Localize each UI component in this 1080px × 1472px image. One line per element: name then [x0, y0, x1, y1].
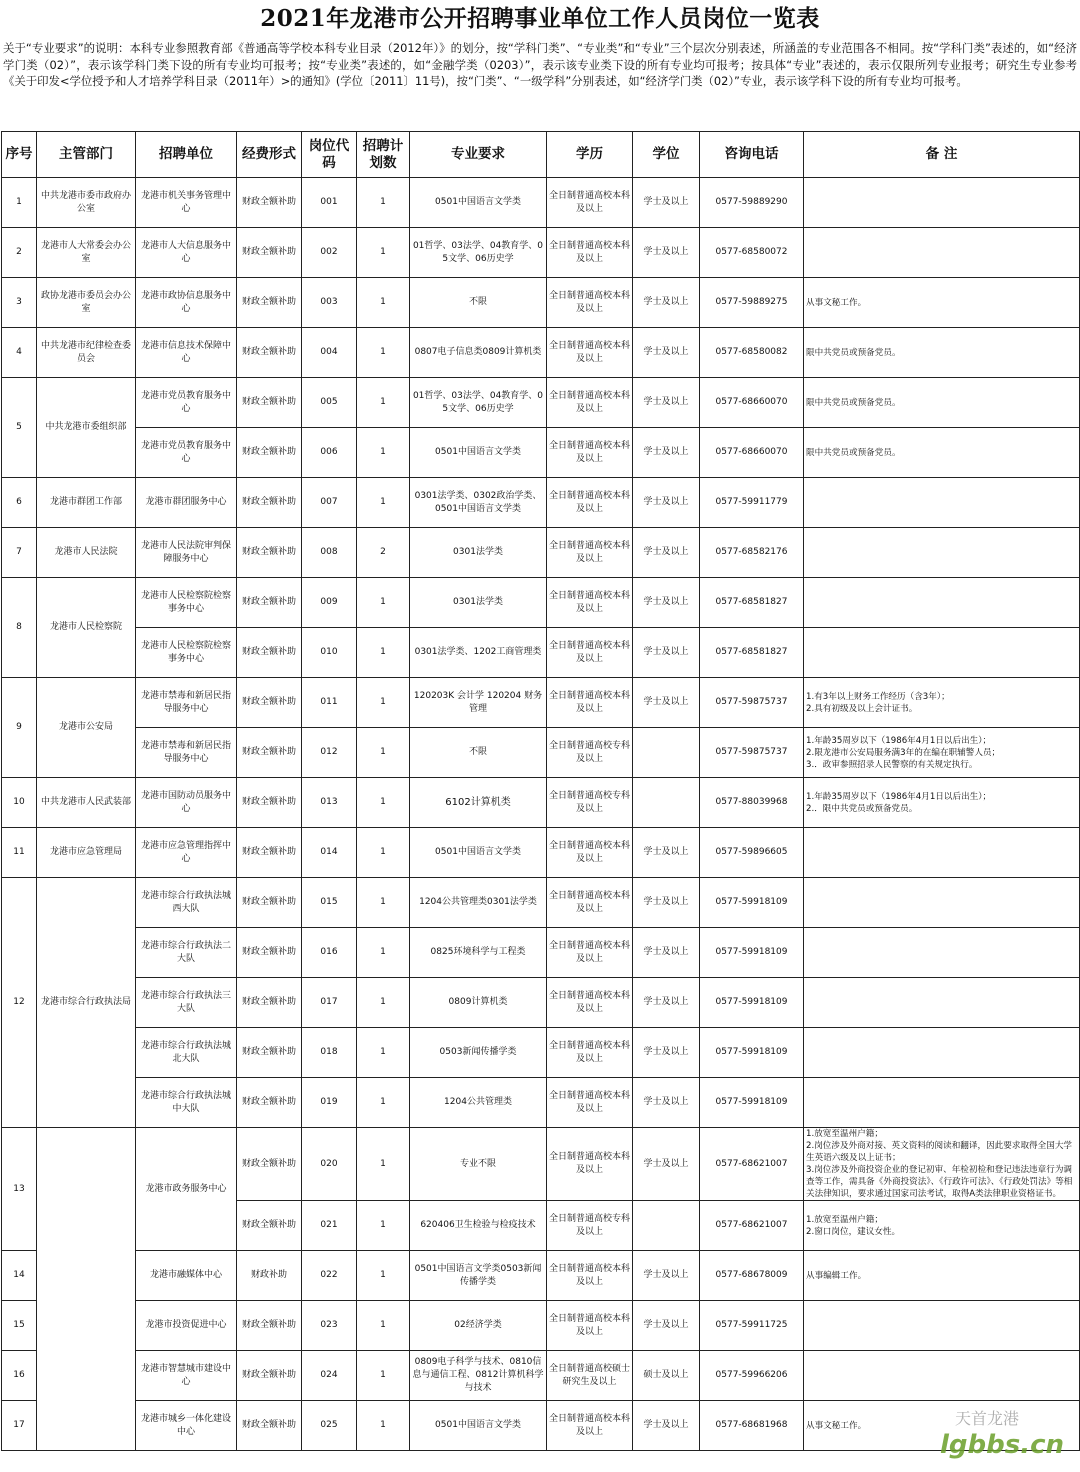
cell-edu: 全日制普通高校专科及以上	[547, 1201, 633, 1251]
major-requirement-note: 关于“专业要求”的说明：本科专业参照教育部《普通高等学校本科专业目录（2012年）》的划分，按“学科门类”、“专业类”和“专业”三个层次分别表述，所涵盖的专业范围各不相同。按“学科门类”表述的，如“经济学门类（02）”，表示该学科门类下设的所有专业均可报考；按“专业类”表述的，如“金融学类（0203）”，表示该专业类下设的所有专业均可报考；按具体“专业”表述的，表示仅限所列专业报考；研究生专业参考《关于印发<学位授予和人才培养学科目录（2011年）>的通知》(学位〔2011〕11号)，按“门类”、“一级学科”分别表述，如“经济学门类（02）”专业，表示该学科下设的所有专业均可报考。	[3, 41, 1077, 88]
cell-major: 1204公共管理类0301法学类	[410, 878, 547, 928]
cell-unit: 龙港市党员教育服务中心	[136, 428, 237, 478]
cell-remark	[804, 828, 1080, 878]
cell-unit: 龙港市综合行政执法二大队	[136, 928, 237, 978]
cell-seq: 9	[2, 678, 37, 778]
cell-plan: 1	[357, 878, 410, 928]
cell-major: 0301法学类、1202工商管理类	[410, 628, 547, 678]
cell-degree: 学士及以上	[633, 1401, 700, 1451]
cell-edu: 全日制普通高校本科及以上	[547, 178, 633, 228]
cell-fund: 财政全额补助	[237, 678, 302, 728]
cell-edu: 全日制普通高校专科及以上	[547, 728, 633, 778]
cell-remark	[804, 1028, 1080, 1078]
table-row	[2, 678, 1080, 728]
cell-unit: 龙港市政协信息服务中心	[136, 278, 237, 328]
cell-fund: 财政全额补助	[237, 778, 302, 828]
table-row	[2, 578, 1080, 628]
cell-remark	[804, 478, 1080, 528]
cell-remark: 限中共党员或预备党员。	[804, 328, 1080, 378]
cell-phone: 0577-59911779	[700, 478, 804, 528]
cell-fund: 财政全额补助	[237, 1351, 302, 1401]
cell-seq: 16	[2, 1351, 37, 1401]
cell-unit: 龙港市机关事务管理中心	[136, 178, 237, 228]
cell-degree	[633, 728, 700, 778]
cell-remark	[804, 628, 1080, 678]
cell-edu: 全日制普通高校本科及以上	[547, 528, 633, 578]
cell-code: 006	[302, 428, 357, 478]
cell-degree: 学士及以上	[633, 828, 700, 878]
cell-code: 020	[302, 1128, 357, 1201]
cell-code: 023	[302, 1301, 357, 1351]
cell-plan: 2	[357, 528, 410, 578]
cell-plan: 1	[357, 1251, 410, 1301]
cell-edu: 全日制普通高校本科及以上	[547, 578, 633, 628]
cell-seq: 12	[2, 878, 37, 1128]
cell-fund: 财政全额补助	[237, 228, 302, 278]
cell-code: 010	[302, 628, 357, 678]
cell-edu: 全日制普通高校本科及以上	[547, 378, 633, 428]
cell-fund: 财政全额补助	[237, 1078, 302, 1128]
cell-degree: 学士及以上	[633, 978, 700, 1028]
cell-phone: 0577-68681968	[700, 1401, 804, 1451]
cell-phone: 0577-59918109	[700, 928, 804, 978]
cell-fund: 财政全额补助	[237, 1401, 302, 1451]
cell-fund: 财政全额补助	[237, 178, 302, 228]
cell-dept: 龙港市应急管理局	[37, 828, 136, 878]
cell-major: 0501中国语言文学类	[410, 178, 547, 228]
cell-edu: 全日制普通高校本科及以上	[547, 1028, 633, 1078]
cell-major: 0501中国语言文学类	[410, 828, 547, 878]
cell-code: 012	[302, 728, 357, 778]
cell-degree: 学士及以上	[633, 278, 700, 328]
cell-phone: 0577-68580072	[700, 228, 804, 278]
cell-phone: 0577-68678009	[700, 1251, 804, 1301]
cell-seq: 13	[2, 1128, 37, 1251]
cell-phone: 0577-59896605	[700, 828, 804, 878]
cell-fund: 财政全额补助	[237, 928, 302, 978]
table-row	[2, 528, 1080, 578]
cell-unit: 龙港市人民法院审判保障服务中心	[136, 528, 237, 578]
cell-remark	[804, 1078, 1080, 1128]
cell-major: 0301法学类	[410, 578, 547, 628]
table-row	[2, 878, 1080, 928]
cell-code: 021	[302, 1201, 357, 1251]
cell-unit: 龙港市禁毒和新居民指导服务中心	[136, 728, 237, 778]
cell-plan: 1	[357, 928, 410, 978]
cell-unit: 龙港市政务服务中心	[136, 1128, 237, 1251]
cell-phone: 0577-68660070	[700, 428, 804, 478]
cell-fund: 财政全额补助	[237, 528, 302, 578]
col-plan: 招聘计划数	[357, 132, 410, 178]
cell-degree: 学士及以上	[633, 1251, 700, 1301]
cell-fund: 财政全额补助	[237, 728, 302, 778]
cell-code: 019	[302, 1078, 357, 1128]
cell-unit: 龙港市综合行政执法三大队	[136, 978, 237, 1028]
cell-code: 007	[302, 478, 357, 528]
cell-remark: 从事编辑工作。	[804, 1251, 1080, 1301]
cell-code: 011	[302, 678, 357, 728]
cell-seq: 2	[2, 228, 37, 278]
cell-fund: 财政全额补助	[237, 1201, 302, 1251]
table-row	[2, 1351, 1080, 1401]
cell-edu: 全日制普通高校本科及以上	[547, 328, 633, 378]
cell-degree: 学士及以上	[633, 928, 700, 978]
cell-plan: 1	[357, 828, 410, 878]
table-row	[2, 1028, 1080, 1078]
col-edu: 学历	[547, 132, 633, 178]
table-row	[2, 778, 1080, 828]
cell-major: 0501中国语言文学类	[410, 1401, 547, 1451]
cell-major: 620406卫生检验与检疫技术	[410, 1201, 547, 1251]
cell-dept: 龙港市人民法院	[37, 528, 136, 578]
cell-fund: 财政全额补助	[237, 278, 302, 328]
cell-remark	[804, 228, 1080, 278]
cell-phone: 0577-68582176	[700, 528, 804, 578]
cell-phone: 0577-59911725	[700, 1301, 804, 1351]
cell-edu: 全日制普通高校本科及以上	[547, 428, 633, 478]
cell-code: 016	[302, 928, 357, 978]
col-code: 岗位代码	[302, 132, 357, 178]
cell-seq: 10	[2, 778, 37, 828]
cell-phone: 0577-59875737	[700, 728, 804, 778]
cell-remark: 从事文秘工作。	[804, 1401, 1080, 1451]
cell-remark: 1.放宽至温州户籍； 2.岗位涉及外商对接、英文资料的阅读和翻译，因此要求取得全国大学生英语六级及以上证书； 3.岗位涉及外商投资企业的登记初审、年检初检和登记违法违章行为调查等工作，需具备《外商投资法》、《行政许可法》、《行政处罚法》等相关法律知识，要求通过国家司法考试，取得A类法律职业资格证书。	[804, 1128, 1080, 1201]
cell-major: 0825环境科学与工程类	[410, 928, 547, 978]
col-phone: 咨询电话	[700, 132, 804, 178]
cell-code: 001	[302, 178, 357, 228]
cell-phone: 0577-68581827	[700, 628, 804, 678]
cell-dept	[37, 1128, 136, 1451]
cell-phone: 0577-59918109	[700, 1028, 804, 1078]
cell-unit: 龙港市人大信息服务中心	[136, 228, 237, 278]
table-row	[2, 1301, 1080, 1351]
cell-seq: 11	[2, 828, 37, 878]
cell-code: 013	[302, 778, 357, 828]
table-row	[2, 828, 1080, 878]
cell-fund: 财政全额补助	[237, 1301, 302, 1351]
cell-plan: 1	[357, 478, 410, 528]
cell-code: 025	[302, 1401, 357, 1451]
cell-seq: 7	[2, 528, 37, 578]
cell-major: 0809电子科学与技术、0810信息与通信工程、0812计算机科学与技术	[410, 1351, 547, 1401]
cell-seq: 4	[2, 328, 37, 378]
cell-degree: 学士及以上	[633, 428, 700, 478]
cell-degree: 学士及以上	[633, 578, 700, 628]
cell-seq: 17	[2, 1401, 37, 1451]
cell-remark	[804, 928, 1080, 978]
col-seq: 序号	[2, 132, 37, 178]
cell-major: 120203K 会计学 120204 财务管理	[410, 678, 547, 728]
cell-remark: 从事文秘工作。	[804, 278, 1080, 328]
cell-unit: 龙港市信息技术保障中心	[136, 328, 237, 378]
cell-edu: 全日制普通高校本科及以上	[547, 478, 633, 528]
cell-dept: 中共龙港市纪律检查委员会	[37, 328, 136, 378]
cell-remark	[804, 578, 1080, 628]
cell-major: 0809计算机类	[410, 978, 547, 1028]
cell-fund: 财政全额补助	[237, 628, 302, 678]
cell-degree: 学士及以上	[633, 228, 700, 278]
cell-major: 0301法学类、0302政治学类、0501中国语言文学类	[410, 478, 547, 528]
cell-seq: 1	[2, 178, 37, 228]
cell-degree	[633, 778, 700, 828]
cell-plan: 1	[357, 1028, 410, 1078]
cell-fund: 财政全额补助	[237, 1028, 302, 1078]
cell-plan: 1	[357, 1401, 410, 1451]
cell-seq: 14	[2, 1251, 37, 1301]
table-row	[2, 1401, 1080, 1451]
cell-edu: 全日制普通高校本科及以上	[547, 1401, 633, 1451]
cell-seq: 5	[2, 378, 37, 478]
cell-degree: 学士及以上	[633, 528, 700, 578]
cell-code: 022	[302, 1251, 357, 1301]
cell-dept: 政协龙港市委员会办公室	[37, 278, 136, 328]
cell-code: 003	[302, 278, 357, 328]
cell-edu: 全日制普通高校本科及以上	[547, 228, 633, 278]
cell-code: 008	[302, 528, 357, 578]
cell-edu: 全日制普通高校本科及以上	[547, 678, 633, 728]
table-row	[2, 1128, 1080, 1201]
cell-code: 024	[302, 1351, 357, 1401]
cell-plan: 1	[357, 728, 410, 778]
cell-major: 6102计算机类	[410, 778, 547, 828]
cell-plan: 1	[357, 178, 410, 228]
cell-phone: 0577-59966206	[700, 1351, 804, 1401]
table-row	[2, 1251, 1080, 1301]
watermark-sub: 天首龙港	[955, 1409, 1020, 1428]
cell-plan: 1	[357, 778, 410, 828]
cell-degree: 学士及以上	[633, 1128, 700, 1201]
cell-remark: 限中共党员或预备党员。	[804, 378, 1080, 428]
cell-major: 01哲学、03法学、04教育学、05文学、06历史学	[410, 228, 547, 278]
cell-major: 0503新闻传播学类	[410, 1028, 547, 1078]
cell-seq: 8	[2, 578, 37, 678]
table-row	[2, 628, 1080, 678]
cell-edu: 全日制普通高校硕士研究生及以上	[547, 1351, 633, 1401]
cell-seq: 15	[2, 1301, 37, 1351]
cell-degree: 学士及以上	[633, 478, 700, 528]
cell-remark	[804, 878, 1080, 928]
cell-plan: 1	[357, 1078, 410, 1128]
cell-degree: 学士及以上	[633, 1028, 700, 1078]
cell-plan: 1	[357, 378, 410, 428]
table-row	[2, 328, 1080, 378]
cell-remark	[804, 1301, 1080, 1351]
cell-remark	[804, 178, 1080, 228]
cell-fund: 财政全额补助	[237, 378, 302, 428]
cell-fund: 财政全额补助	[237, 328, 302, 378]
cell-degree: 学士及以上	[633, 1078, 700, 1128]
cell-plan: 1	[357, 628, 410, 678]
cell-plan: 1	[357, 1201, 410, 1251]
cell-unit: 龙港市综合行政执法城西大队	[136, 878, 237, 928]
cell-plan: 1	[357, 428, 410, 478]
cell-dept: 龙港市人民检察院	[37, 578, 136, 678]
cell-dept: 龙港市公安局	[37, 678, 136, 778]
cell-degree: 学士及以上	[633, 628, 700, 678]
cell-major: 0301法学类	[410, 528, 547, 578]
cell-edu: 全日制普通高校专科及以上	[547, 778, 633, 828]
cell-dept: 中共龙港市委市政府办公室	[37, 178, 136, 228]
cell-phone: 0577-59875737	[700, 678, 804, 728]
cell-code: 009	[302, 578, 357, 628]
cell-unit: 龙港市综合行政执法城中大队	[136, 1078, 237, 1128]
cell-code: 005	[302, 378, 357, 428]
cell-major: 专业不限	[410, 1128, 547, 1201]
cell-edu: 全日制普通高校本科及以上	[547, 1078, 633, 1128]
cell-degree: 学士及以上	[633, 178, 700, 228]
cell-remark: 1.放宽至温州户籍； 2.窗口岗位，建议女性。	[804, 1201, 1080, 1251]
cell-major: 不限	[410, 728, 547, 778]
cell-unit: 龙港市人民检察院检察事务中心	[136, 578, 237, 628]
cell-phone: 0577-68660070	[700, 378, 804, 428]
watermark-brand: lgbbs.cn	[940, 1430, 1065, 1460]
cell-edu: 全日制普通高校本科及以上	[547, 878, 633, 928]
col-major: 专业要求	[410, 132, 547, 178]
cell-fund: 财政全额补助	[237, 828, 302, 878]
cell-unit: 龙港市应急管理指挥中心	[136, 828, 237, 878]
table-row	[2, 928, 1080, 978]
positions-table	[1, 131, 1080, 1451]
cell-major: 0501中国语言文学类0503新闻传播学类	[410, 1251, 547, 1301]
cell-remark: 1.年龄35周岁以下（1986年4月1日以后出生）； 2.限龙港市公安局服务满3年的在编在职辅警人员； 3.．政审参照招录人民警察的有关规定执行。	[804, 728, 1080, 778]
cell-edu: 全日制普通高校本科及以上	[547, 278, 633, 328]
cell-phone: 0577-88039968	[700, 778, 804, 828]
cell-plan: 1	[357, 1351, 410, 1401]
cell-unit: 龙港市智慧城市建设中心	[136, 1351, 237, 1401]
cell-unit: 龙港市群团服务中心	[136, 478, 237, 528]
cell-plan: 1	[357, 228, 410, 278]
table-row	[2, 228, 1080, 278]
cell-plan: 1	[357, 578, 410, 628]
cell-degree: 学士及以上	[633, 1301, 700, 1351]
col-fund: 经费形式	[237, 132, 302, 178]
cell-phone: 0577-59918109	[700, 878, 804, 928]
cell-phone: 0577-68621007	[700, 1128, 804, 1201]
cell-major: 02经济学类	[410, 1301, 547, 1351]
cell-edu: 全日制普通高校本科及以上	[547, 1128, 633, 1201]
cell-seq: 3	[2, 278, 37, 328]
table-row	[2, 728, 1080, 778]
cell-code: 004	[302, 328, 357, 378]
table-row	[2, 1078, 1080, 1128]
cell-plan: 1	[357, 978, 410, 1028]
col-degree: 学位	[633, 132, 700, 178]
cell-edu: 全日制普通高校本科及以上	[547, 828, 633, 878]
cell-phone: 0577-59918109	[700, 1078, 804, 1128]
cell-unit: 龙港市投资促进中心	[136, 1301, 237, 1351]
cell-code: 018	[302, 1028, 357, 1078]
table-row	[2, 178, 1080, 228]
cell-plan: 1	[357, 328, 410, 378]
cell-fund: 财政全额补助	[237, 428, 302, 478]
cell-degree: 学士及以上	[633, 378, 700, 428]
cell-remark: 1.年龄35周岁以下（1986年4月1日以后出生）； 2.．限中共党员或预备党员。	[804, 778, 1080, 828]
cell-fund: 财政全额补助	[237, 1128, 302, 1201]
cell-edu: 全日制普通高校本科及以上	[547, 978, 633, 1028]
col-remark: 备 注	[804, 132, 1080, 178]
cell-code: 002	[302, 228, 357, 278]
cell-dept: 龙港市群团工作部	[37, 478, 136, 528]
page-title: 2021年龙港市公开招聘事业单位工作人员岗位一览表	[260, 5, 820, 32]
cell-unit: 龙港市综合行政执法城北大队	[136, 1028, 237, 1078]
cell-major: 0807电子信息类0809计算机类	[410, 328, 547, 378]
cell-plan: 1	[357, 1128, 410, 1201]
table-row	[2, 428, 1080, 478]
cell-major: 01哲学、03法学、04教育学、05文学、06历史学	[410, 378, 547, 428]
cell-fund: 财政补助	[237, 1251, 302, 1301]
cell-dept: 龙港市综合行政执法局	[37, 878, 136, 1128]
cell-plan: 1	[357, 278, 410, 328]
cell-edu: 全日制普通高校本科及以上	[547, 1301, 633, 1351]
cell-phone: 0577-68621007	[700, 1201, 804, 1251]
cell-dept: 中共龙港市人民武装部	[37, 778, 136, 828]
cell-unit: 龙港市国防动员服务中心	[136, 778, 237, 828]
cell-dept: 中共龙港市委组织部	[37, 378, 136, 478]
cell-remark	[804, 1351, 1080, 1401]
cell-code: 014	[302, 828, 357, 878]
cell-phone: 0577-68581827	[700, 578, 804, 628]
cell-major: 1204公共管理类	[410, 1078, 547, 1128]
cell-major: 0501中国语言文学类	[410, 428, 547, 478]
cell-fund: 财政全额补助	[237, 478, 302, 528]
cell-phone: 0577-59889290	[700, 178, 804, 228]
cell-phone: 0577-59889275	[700, 278, 804, 328]
cell-degree	[633, 1201, 700, 1251]
cell-phone: 0577-59918109	[700, 978, 804, 1028]
cell-remark: 1.有3年以上财务工作经历（含3年）； 2.具有初级及以上会计证书。	[804, 678, 1080, 728]
cell-seq: 6	[2, 478, 37, 528]
cell-unit: 龙港市城乡一体化建设中心	[136, 1401, 237, 1451]
cell-fund: 财政全额补助	[237, 878, 302, 928]
cell-degree: 硕士及以上	[633, 1351, 700, 1401]
cell-degree: 学士及以上	[633, 328, 700, 378]
cell-unit: 龙港市党员教育服务中心	[136, 378, 237, 428]
cell-unit: 龙港市禁毒和新居民指导服务中心	[136, 678, 237, 728]
cell-plan: 1	[357, 678, 410, 728]
cell-degree: 学士及以上	[633, 878, 700, 928]
cell-unit: 龙港市人民检察院检察事务中心	[136, 628, 237, 678]
col-dept: 主管部门	[37, 132, 136, 178]
table-row	[2, 378, 1080, 428]
cell-degree: 学士及以上	[633, 678, 700, 728]
cell-unit: 龙港市融媒体中心	[136, 1251, 237, 1301]
cell-edu: 全日制普通高校本科及以上	[547, 628, 633, 678]
cell-fund: 财政全额补助	[237, 978, 302, 1028]
cell-edu: 全日制普通高校本科及以上	[547, 928, 633, 978]
col-unit: 招聘单位	[136, 132, 237, 178]
cell-fund: 财政全额补助	[237, 578, 302, 628]
table-row	[2, 478, 1080, 528]
table-row	[2, 978, 1080, 1028]
cell-major: 不限	[410, 278, 547, 328]
cell-phone: 0577-68580082	[700, 328, 804, 378]
cell-code: 015	[302, 878, 357, 928]
table-row	[2, 278, 1080, 328]
cell-edu: 全日制普通高校本科及以上	[547, 1251, 633, 1301]
table-header-row	[2, 132, 1080, 178]
cell-code: 017	[302, 978, 357, 1028]
cell-plan: 1	[357, 1301, 410, 1351]
cell-remark: 限中共党员或预备党员。	[804, 428, 1080, 478]
cell-remark	[804, 978, 1080, 1028]
cell-dept: 龙港市人大常委会办公室	[37, 228, 136, 278]
cell-remark	[804, 528, 1080, 578]
